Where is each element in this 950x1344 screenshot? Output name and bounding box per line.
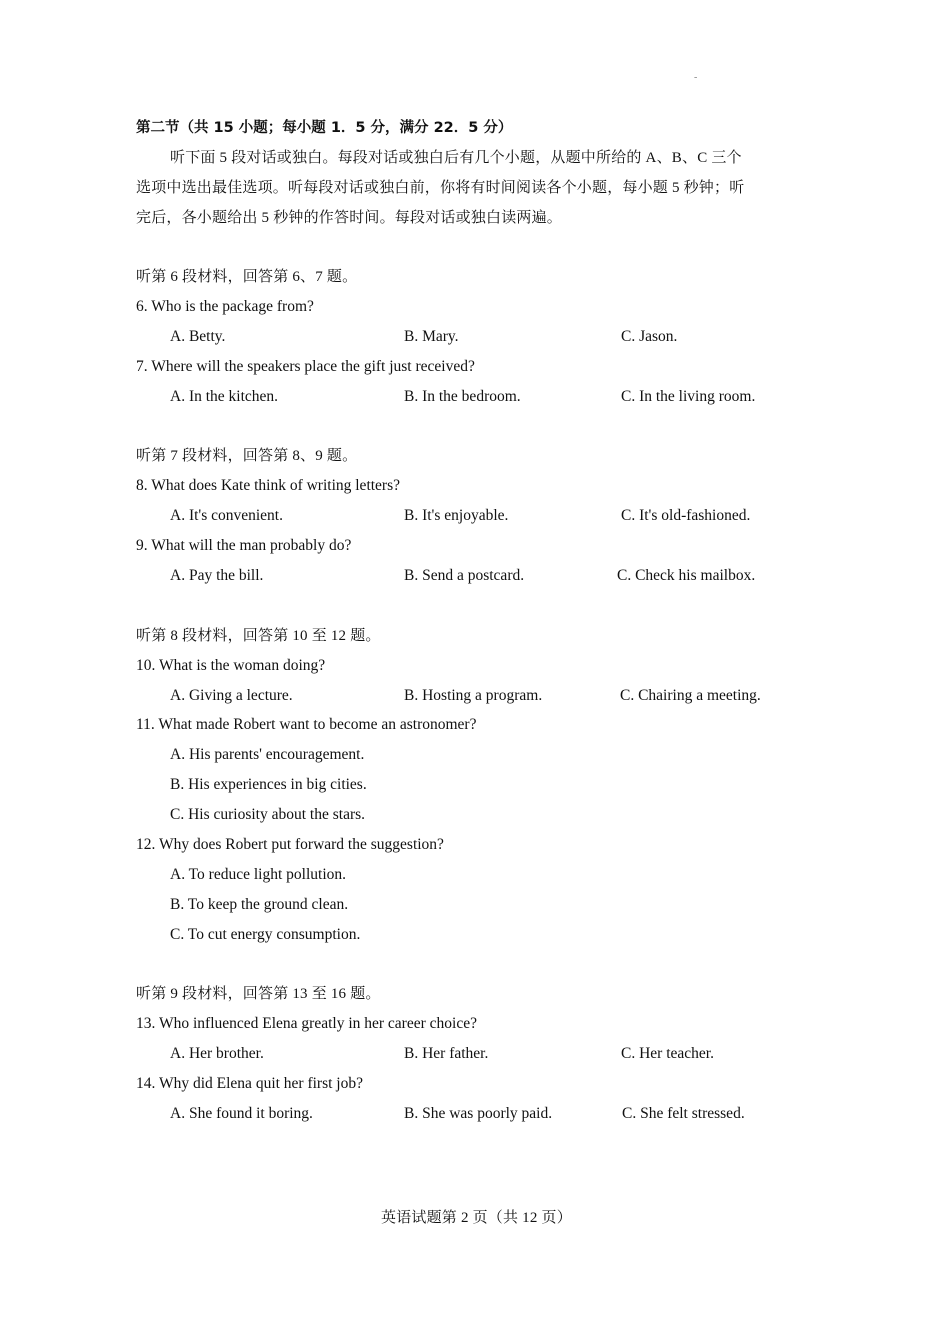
option-b: B. Her father. — [404, 1045, 489, 1062]
option-c: C. His curiosity about the stars. — [170, 806, 366, 823]
question-stem: 9. What will the man probably do? — [136, 537, 352, 554]
option-a: A. It's convenient. — [170, 507, 283, 524]
question-stem: 12. Why does Robert put forward the suggestion? — [136, 836, 444, 853]
option-b: B. It's enjoyable. — [404, 507, 509, 524]
question-stem: 7. Where will the speakers place the gift just received? — [136, 358, 475, 375]
question-stem: 11. What made Robert want to become an astronomer? — [136, 716, 477, 733]
option-b: B. Mary. — [404, 328, 459, 345]
option-a: A. Giving a lecture. — [170, 687, 293, 704]
group-heading: 听第 9 段材料，回答第 13 至 16 题。 — [136, 986, 381, 1002]
option-b: B. To keep the ground clean. — [170, 896, 349, 913]
option-a: A. Pay the bill. — [170, 567, 264, 584]
group-heading: 听第 6 段材料，回答第 6、7 题。 — [136, 269, 358, 285]
option-a: A. To reduce light pollution. — [170, 866, 346, 883]
option-a: A. Betty. — [170, 328, 226, 345]
option-b: B. In the bedroom. — [404, 388, 521, 405]
option-c: C. Her teacher. — [621, 1045, 714, 1062]
option-b: B. His experiences in big cities. — [170, 776, 367, 793]
question-stem: 6. Who is the package from? — [136, 298, 314, 315]
option-b: B. She was poorly paid. — [404, 1105, 553, 1122]
option-c: C. It's old-fashioned. — [621, 507, 751, 524]
option-b: B. Hosting a program. — [404, 687, 543, 704]
intro-line-1: 听下面 5 段对话或独白。每段对话或独白后有几个小题，从题中所给的 A、B、C 三个 — [170, 150, 742, 166]
intro-line-3: 完后，各小题给出 5 秒钟的作答时间。每段对话或独白读两遍。 — [136, 210, 563, 226]
option-c: C. Jason. — [621, 328, 678, 345]
group-heading: 听第 7 段材料，回答第 8、9 题。 — [136, 448, 358, 464]
option-c: C. Chairing a meeting. — [620, 687, 761, 704]
option-a: A. His parents' encouragement. — [170, 746, 365, 763]
option-a: A. In the kitchen. — [170, 388, 279, 405]
intro-line-2: 选项中选出最佳选项。听每段对话或独白前，你将有时间阅读各个小题，每小题 5 秒钟；听 — [136, 180, 745, 196]
group-heading: 听第 8 段材料，回答第 10 至 12 题。 — [136, 628, 381, 644]
option-b: B. Send a postcard. — [404, 567, 525, 584]
question-stem: 10. What is the woman doing? — [136, 657, 326, 674]
question-stem: 14. Why did Elena quit her first job? — [136, 1075, 363, 1092]
page-footer: 英语试题第 2 页（共 12 页） — [381, 1210, 572, 1226]
option-c: C. In the living room. — [621, 388, 756, 405]
top-mark: - — [694, 72, 698, 83]
option-c: C. She felt stressed. — [622, 1105, 745, 1122]
question-stem: 8. What does Kate think of writing letters? — [136, 477, 401, 494]
option-a: A. Her brother. — [170, 1045, 264, 1062]
question-stem: 13. Who influenced Elena greatly in her career choice? — [136, 1015, 477, 1032]
section-title: 第二节（共 15 小题；每小题 1．5 分，满分 22．5 分） — [136, 120, 513, 136]
option-a: A. She found it boring. — [170, 1105, 313, 1122]
option-c: C. To cut energy consumption. — [170, 926, 361, 943]
option-c: C. Check his mailbox. — [617, 567, 756, 584]
